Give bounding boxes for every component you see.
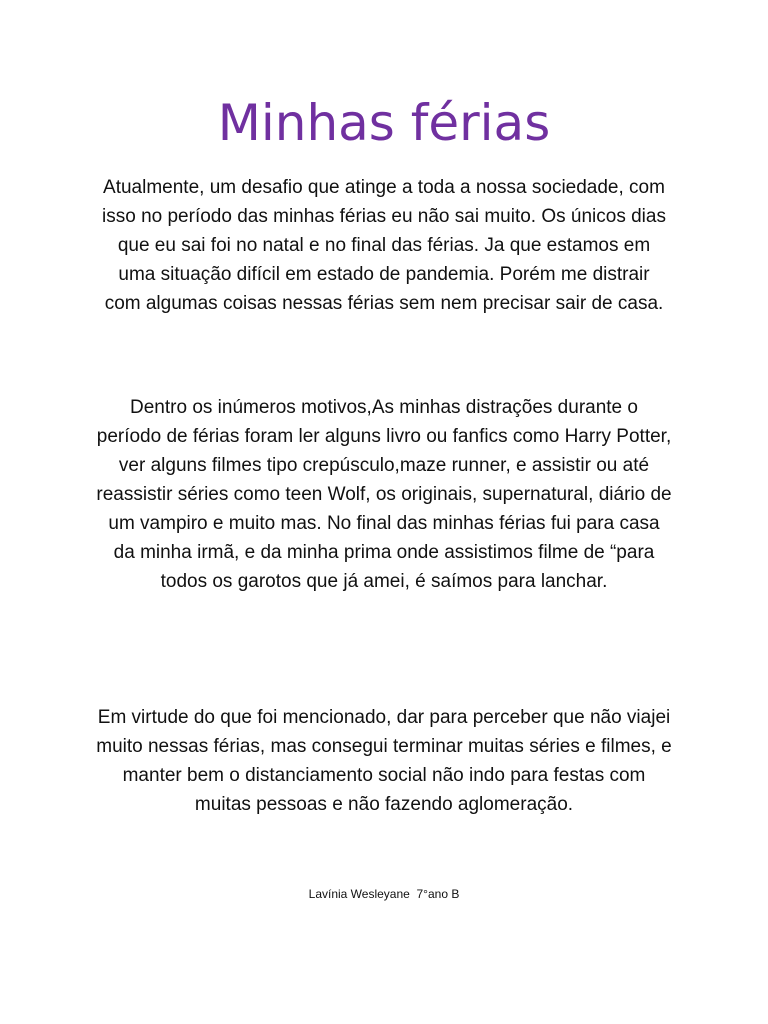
author-signature: Lavínia Wesleyane 7°ano B — [308, 887, 460, 901]
paragraph-introduction: Atualmente, um desafio que atinge a toda a nossa sociedade, com isso no período das minhas férias eu não sai muito. Os únicos dias que eu sai foi no natal e no final das férias. Ja que estamos em uma situação difícil em estado de pandemia. Porém me distrair com algumas coisas nessas férias sem nem precisar sair de casa. — [102, 177, 666, 314]
paragraph-conclusion: Em virtude do que foi mencionado, dar para perceber que não viajei muito nessas férias, mas consegui terminar muitas séries e filmes, e manter bem o distanciamento social não indo para festas com muitas pessoas e não fazendo aglomeração. — [96, 707, 672, 815]
page-title: Minhas férias — [217, 94, 551, 152]
paragraph-development: Dentro os inúmeros motivos,As minhas distrações durante o período de férias foram ler alguns livro ou fanfics como Harry Potter, ver alguns filmes tipo crepúsculo,maze runner, e assistir ou até reassistir séries como teen Wolf, os originais, supernatural, diário de um vampiro e muito mas. No final das minhas férias fui para casa da minha irmã, e da minha prima onde assistimos filme de “para todos os garotos que já amei, é saímos para lanchar. — [96, 397, 672, 592]
